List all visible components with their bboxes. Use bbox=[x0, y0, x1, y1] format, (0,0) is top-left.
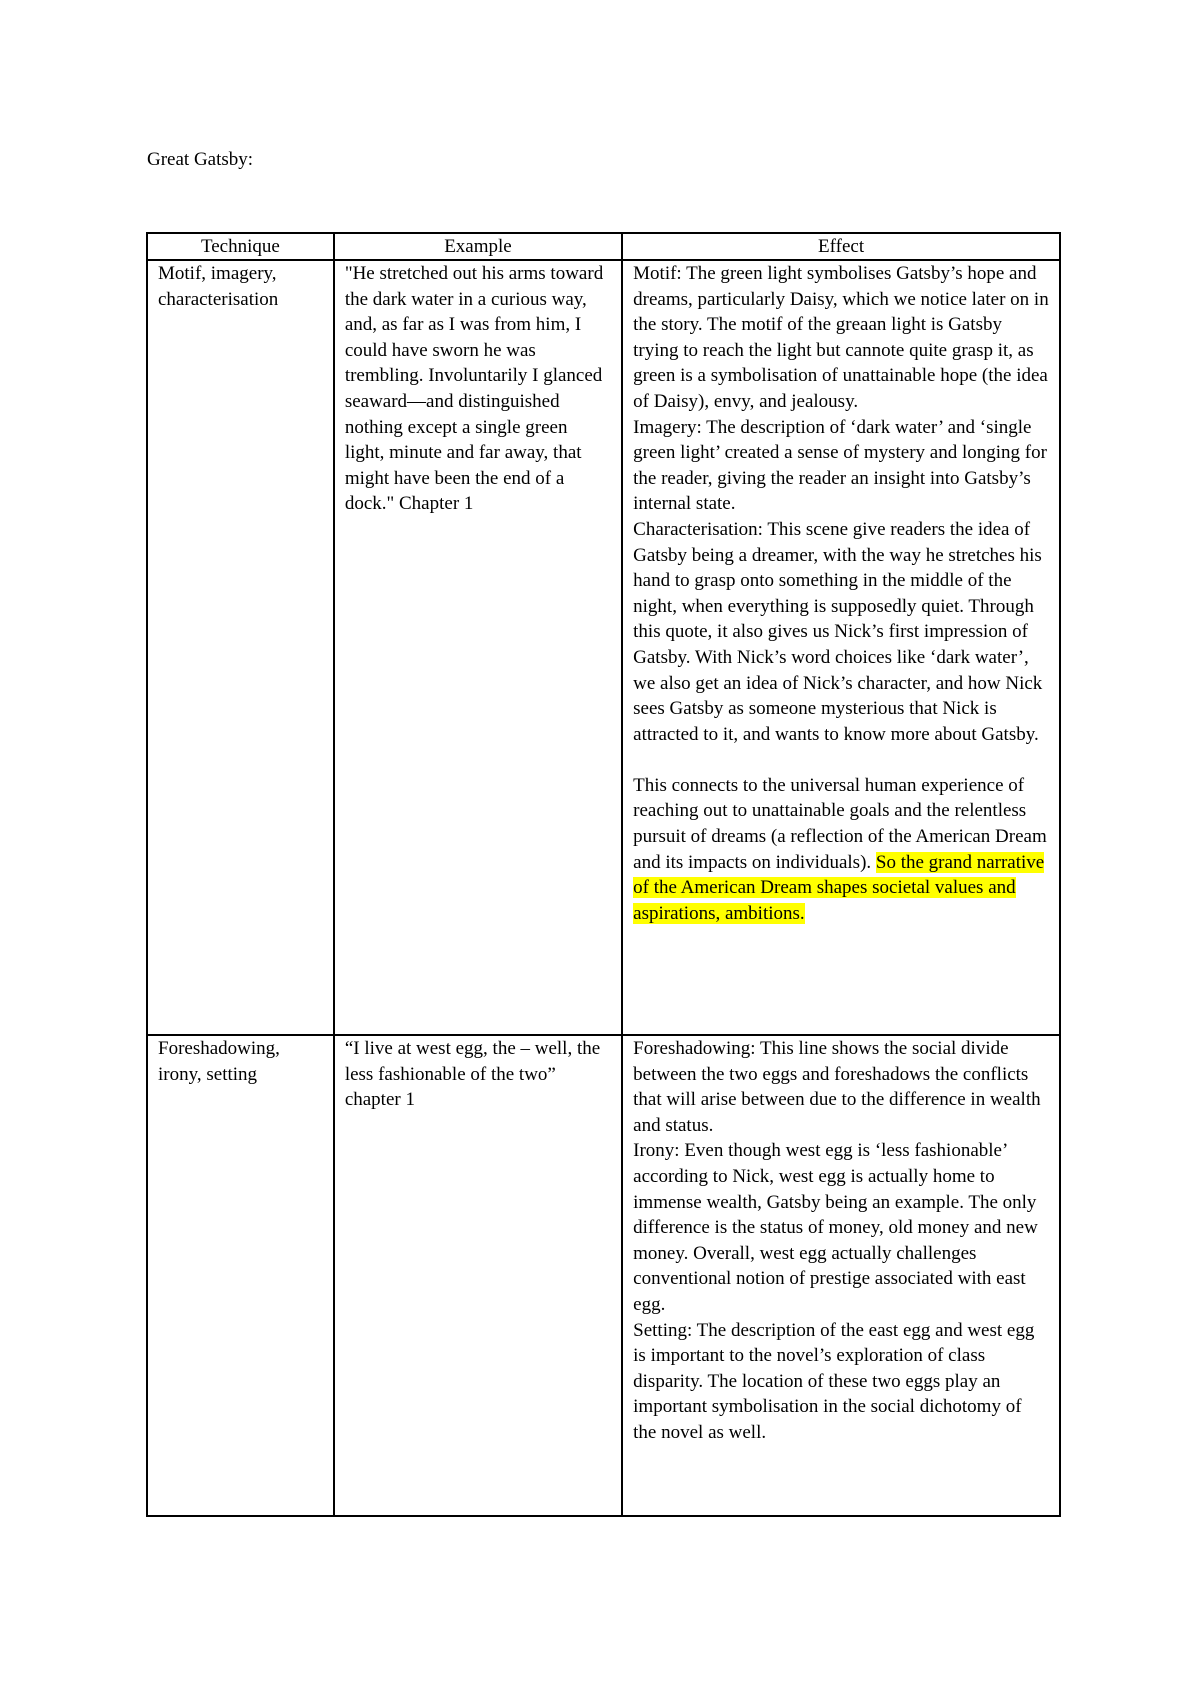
technique-cell: Foreshadowing, irony, setting bbox=[147, 1035, 334, 1516]
example-cell: "He stretched out his arms toward the dark water in a curious way, and, as far as I was from him, I could have sworn he was trembling. Involuntarily I glanced seaward—and distinguished nothing except a single green light, minute and far away, that might have been the end of a dock." Chapter 1 bbox=[334, 260, 622, 1035]
effect-cell bbox=[622, 1035, 1060, 1516]
header-technique: Technique bbox=[147, 233, 334, 260]
effect-characterisation: Characterisation: This scene give readers the idea of Gatsby being a dreamer, with the way he stretches his hand to grasp onto something in the middle of the night, when everything is supposedly quiet. Through this quote, it also gives us Nick’s first impression of Gatsby. With Nick’s word choices like ‘dark water’, we also get an idea of Nick’s character, and how Nick sees Gatsby as someone mysterious that Nick is attracted to it, and wants to know more about Gatsby. bbox=[633, 518, 1043, 745]
highlighted-text: So the grand narrative of the American Dream shapes societal values and aspirations, ambitions. bbox=[633, 851, 1045, 924]
effect-connection: This connects to the universal human experience of reaching out to unattainable goals and the relentless pursuit of dreams (a reflection of the American Dream and its impacts on individuals). bbox=[633, 774, 1047, 873]
effect-foreshadowing: Foreshadowing: This line shows the social divide between the two eggs and foreshadows the conflicts that will arise between due to the difference in wealth and status. bbox=[633, 1038, 1041, 1136]
effect-imagery: Imagery: The description of ‘dark water’ and ‘single green light’ created a sense of mystery and longing for the reader, giving the reader an insight into Gatsby’s internal state. bbox=[633, 416, 1047, 515]
header-example: Example bbox=[334, 233, 622, 260]
paragraph-spacer bbox=[633, 747, 1049, 773]
table-row bbox=[147, 260, 1060, 1035]
effect-irony: Irony: Even though west egg is ‘less fashionable’ according to Nick, west egg is actually home to immense wealth, Gatsby being an example. The only difference is the status of money, old money and new money. Overall, west egg actually challenges conventional notion of prestige associated with east egg. bbox=[633, 1140, 1038, 1315]
effect-setting: Setting: The description of the east egg and west egg is important to the novel’s exploration of class disparity. The location of these two eggs play an important symbolisation in the social dichotomy of the novel as well. bbox=[633, 1319, 1035, 1443]
technique-cell: Motif, imagery, characterisation bbox=[147, 260, 334, 1035]
table-header-row bbox=[147, 233, 1060, 260]
example-cell: “I live at west egg, the – well, the less fashionable of the two” chapter 1 bbox=[334, 1035, 622, 1516]
table-row bbox=[147, 1035, 1060, 1516]
header-effect: Effect bbox=[622, 233, 1060, 260]
effect-cell bbox=[622, 260, 1060, 1035]
analysis-table bbox=[146, 232, 1061, 1517]
document-title: Great Gatsby: bbox=[147, 149, 254, 170]
effect-motif: Motif: The green light symbolises Gatsby’s hope and dreams, particularly Daisy, which we notice later on in the story. The motif of the greaan light is Gatsby trying to reach the light but cannote quite grasp it, as green is a symbolisation of unattainable hope (the idea of Daisy), envy, and jealousy. bbox=[633, 263, 1049, 412]
effect-connection-paragraph bbox=[633, 773, 1049, 927]
